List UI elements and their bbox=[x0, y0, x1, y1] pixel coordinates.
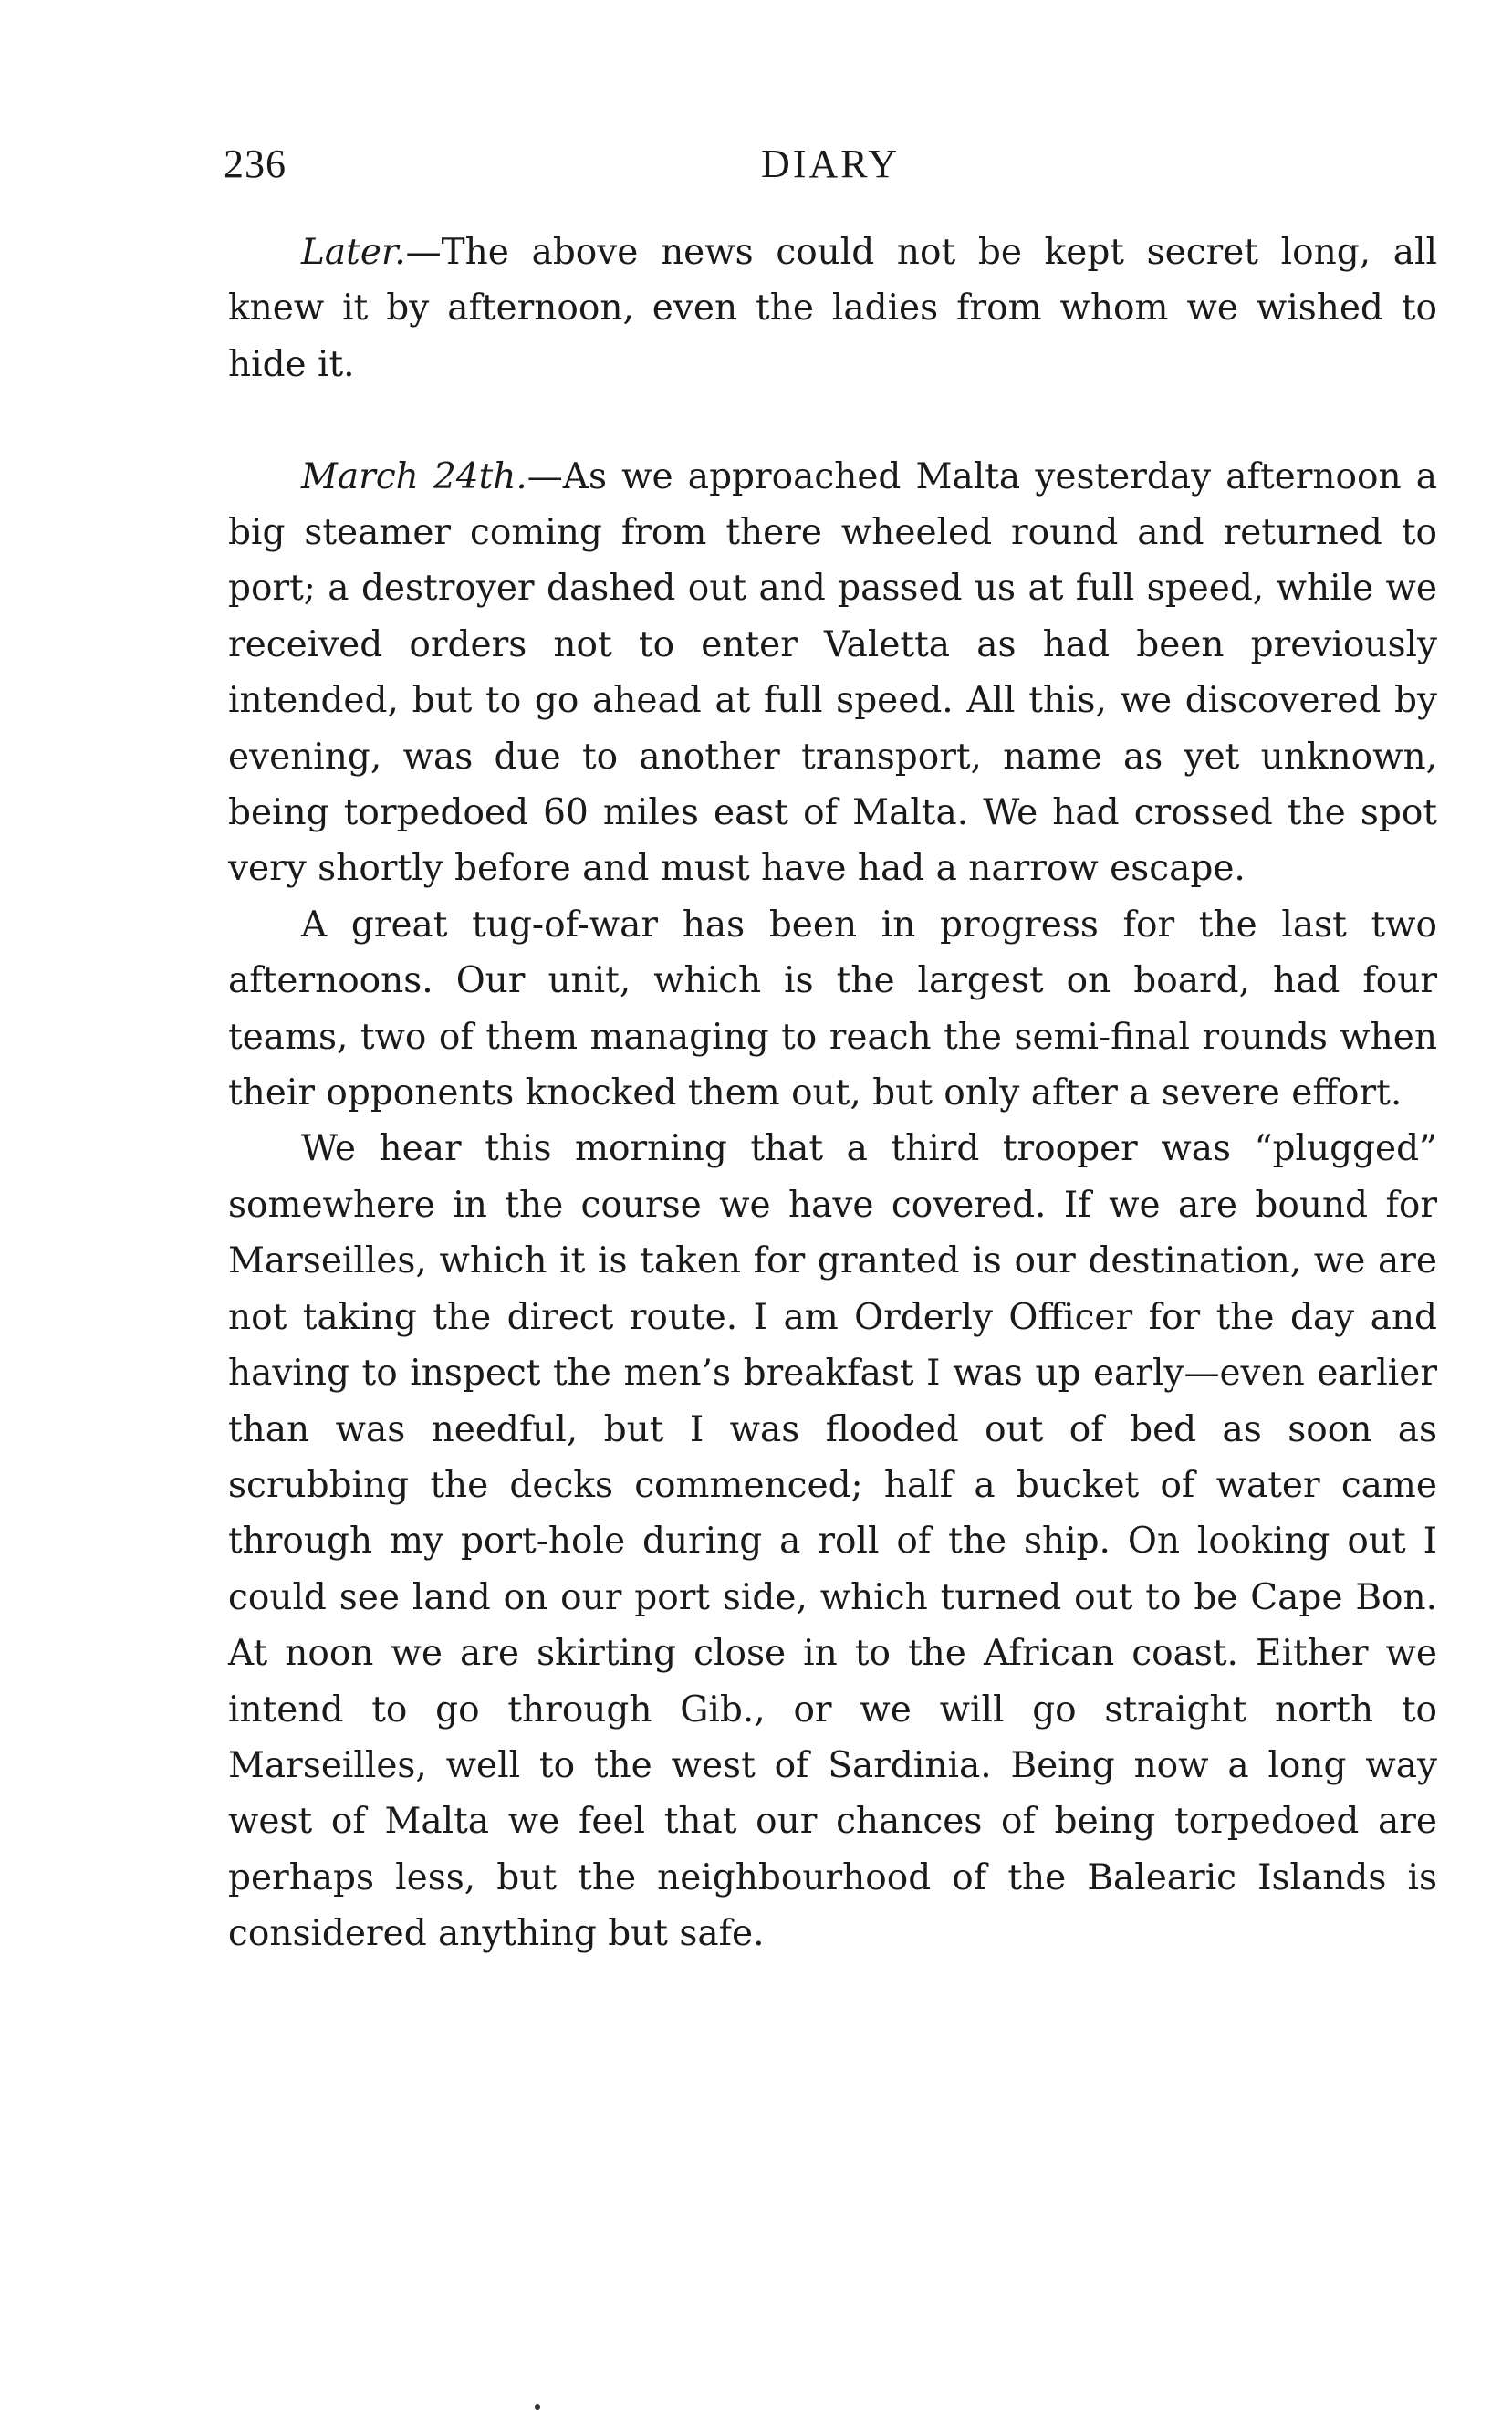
paragraph-tug-of-war bbox=[228, 897, 1437, 1122]
page-header bbox=[224, 137, 1437, 192]
paragraph-march-24th bbox=[228, 449, 1437, 897]
page-number: 236 bbox=[224, 141, 287, 186]
printer-mark bbox=[535, 2404, 540, 2410]
paragraph-later bbox=[228, 225, 1437, 392]
paragraph-lead: Later. bbox=[301, 232, 406, 273]
paragraph-lead: March 24th. bbox=[301, 455, 527, 497]
running-head: DIARY bbox=[761, 141, 900, 186]
paragraph-text: —As we approached Malta yesterday afternoon a big steamer coming from there wheeled round and returned to port; a destroyer dashed out and passed us at full speed, while we received orders not to enter Valetta as had been previously intended, but to go ahead at full speed. All this, we discovered by evening, was due to another transport, name as yet unknown, being torpedoed 60 miles east of Malta. We had crossed the spot very shortly before and must have had a narrow escape. bbox=[228, 455, 1438, 890]
paragraph-text: —The above news could not be kept secret long, all knew it by afternoon, even the ladies from whom we wished to hide it. bbox=[228, 232, 1437, 385]
paragraph-text: We hear this morning that a third trooper was “plugged” somewhere in the course we have covered. If we are bound for Marseilles, which it is taken for granted is our destination, we are not taking the direct route. I am Orderly Officer for the day and having to inspect the men’s breakfast I was up early—even earlier than was needful, but I was flooded out of bed as soon as scrubbing the decks commenced; half a bucket of water came through my port-hole during a roll of the ship. On looking out I could see land on our port side, which turned out to be Cape Bon. At noon we are skirting close in to the African coast. Either we intend to go through Gib., or we will go straight north to Marseilles, well to the west of Sardinia. Being now a long way west of Malta we feel that our chances of being torpedoed are perhaps less, but the neighbourhood of the Balearic Islands is considered anything but safe. bbox=[228, 1128, 1437, 1955]
paragraph-text: A great tug-of-war has been in progress for the last two afternoons. Our unit, which is the largest on board, had four teams, two of them managing to reach the semi-final rounds when their opponents knocked them out, but only after a severe effort. bbox=[228, 904, 1437, 1114]
body-text bbox=[228, 225, 1437, 1962]
paragraph-third-trooper bbox=[228, 1121, 1437, 1961]
